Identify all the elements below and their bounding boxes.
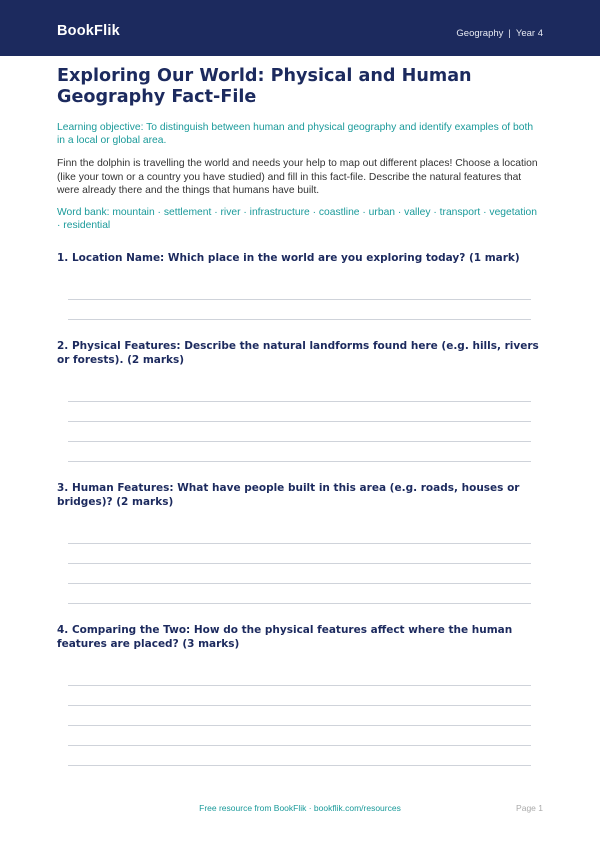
answer-line[interactable] <box>68 441 531 442</box>
brand-logo[interactable]: BookFlik <box>57 23 120 39</box>
page-number: Page 1 <box>516 803 543 813</box>
answer-line[interactable] <box>68 563 531 564</box>
answer-line[interactable] <box>68 421 531 422</box>
question-4: 4. Comparing the Two: How do the physical features affect where the human features are placed? (3 marks) <box>57 624 513 650</box>
answer-line[interactable] <box>68 603 531 604</box>
word-bank: Word bank: mountain · settlement · river · infrastructure · coastline · urban · valley · transport · vegetation · residential <box>57 207 537 231</box>
answer-line[interactable] <box>68 543 531 544</box>
header-bar <box>0 0 600 56</box>
answer-line[interactable] <box>68 765 531 766</box>
footer-credit[interactable]: Free resource from BookFlik · bookflik.com/resources <box>199 803 401 813</box>
page-title: Exploring Our World: Physical and Human Geography Fact-File <box>57 66 472 107</box>
intro-text: Finn the dolphin is travelling the world and needs your help to map out different places! Choose a location (like your town or a country you have studied) and fill in this fact-file. Describe the natural features that were already there and the things that humans have built. <box>57 158 538 196</box>
answer-line[interactable] <box>68 299 531 300</box>
answer-line[interactable] <box>68 705 531 706</box>
answer-line[interactable] <box>68 685 531 686</box>
meta-separator: | <box>508 28 511 39</box>
learning-objective: Learning objective: To distinguish between human and physical geography and identify examples of both in a local or global area. <box>57 122 534 146</box>
answer-line[interactable] <box>68 745 531 746</box>
year-label: Year 4 <box>515 28 543 39</box>
subject-year-label <box>456 28 543 39</box>
question-1: 1. Location Name: Which place in the world are you exploring today? (1 mark) <box>57 252 520 264</box>
question-2: 2. Physical Features: Describe the natural landforms found here (e.g. hills, rivers or forests). (2 marks) <box>57 340 539 366</box>
answer-line[interactable] <box>68 725 531 726</box>
answer-line[interactable] <box>68 401 531 402</box>
subject-label: Geography <box>456 28 504 39</box>
answer-line[interactable] <box>68 583 531 584</box>
answer-line[interactable] <box>68 319 531 320</box>
answer-line[interactable] <box>68 461 531 462</box>
question-3: 3. Human Features: What have people built in this area (e.g. roads, houses or bridges)? (2 marks) <box>57 482 520 508</box>
